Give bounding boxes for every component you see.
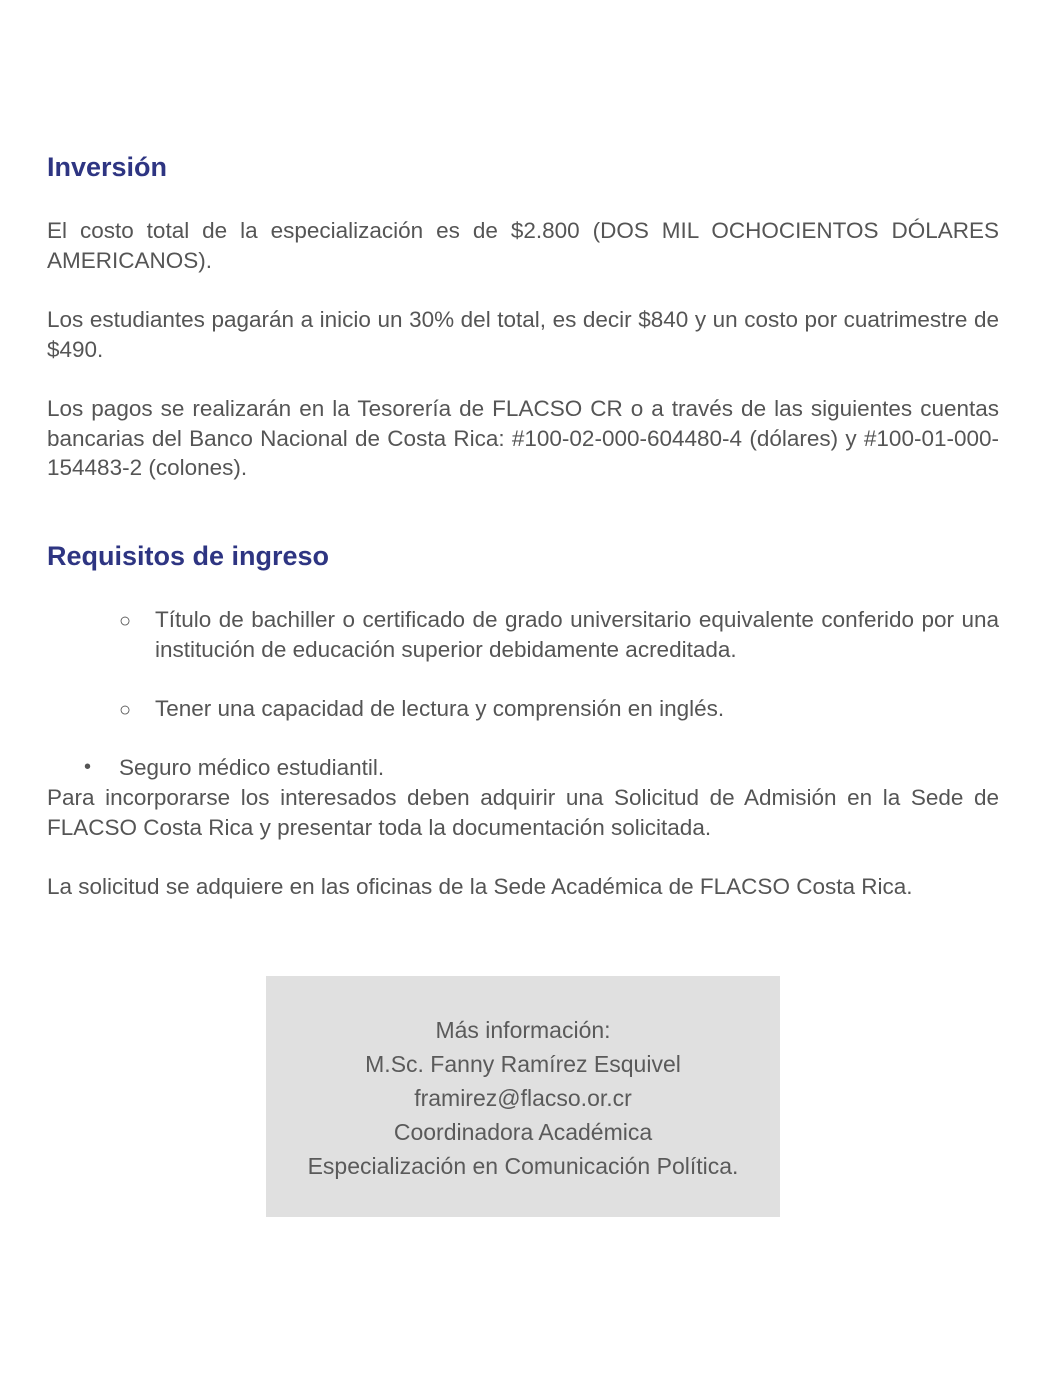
paragraph-payment: Los estudiantes pagarán a inicio un 30% del total, es decir $840 y un costo por cuatrimestre de $490. [47, 307, 999, 362]
bullet-icon: • [84, 756, 92, 778]
contact-name: M.Sc. Fanny Ramírez Esquivel [365, 1051, 681, 1077]
list-item: Tener una capacidad de lectura y comprensión en inglés. [155, 696, 725, 721]
paragraph-bank-accounts: Los pagos se realizarán en la Tesorería de FLACSO CR o a través de las siguientes cuentas bancarias del Banco Nacional de Costa Rica: #100-02-000-604480-4 (dólares) y #100-01-000-154483-2 (colones). [47, 396, 999, 480]
circle-bullet-icon: ○ [119, 699, 132, 721]
section-title-inversion: Inversión [47, 152, 168, 182]
contact-email[interactable]: framirez@flacso.or.cr [414, 1085, 632, 1111]
contact-program: Especialización en Comunicación Política. [307, 1153, 739, 1179]
section-title-requisitos: Requisitos de ingreso [47, 541, 330, 571]
paragraph-admission: Para incorporarse los interesados deben adquirir una Solicitud de Admisión en la Sede de FLACSO Costa Rica y presentar toda la documentación solicitada. [47, 785, 999, 840]
circle-bullet-icon: ○ [119, 610, 132, 632]
paragraph-cost: El costo total de la especialización es de $2.800 (DOS MIL OCHOCIENTOS DÓLARES AMERICANOS). [47, 218, 999, 273]
list-item: Seguro médico estudiantil. [119, 755, 385, 780]
list-item: Título de bachiller o certificado de grado universitario equivalente conferido por una institución de educación superior debidamente acreditada. [155, 607, 999, 662]
contact-heading: Más información: [435, 1017, 611, 1043]
contact-role: Coordinadora Académica [393, 1119, 653, 1145]
contact-box [266, 976, 780, 1217]
paragraph-application: La solicitud se adquiere en las oficinas de la Sede Académica de FLACSO Costa Rica. [47, 874, 913, 899]
